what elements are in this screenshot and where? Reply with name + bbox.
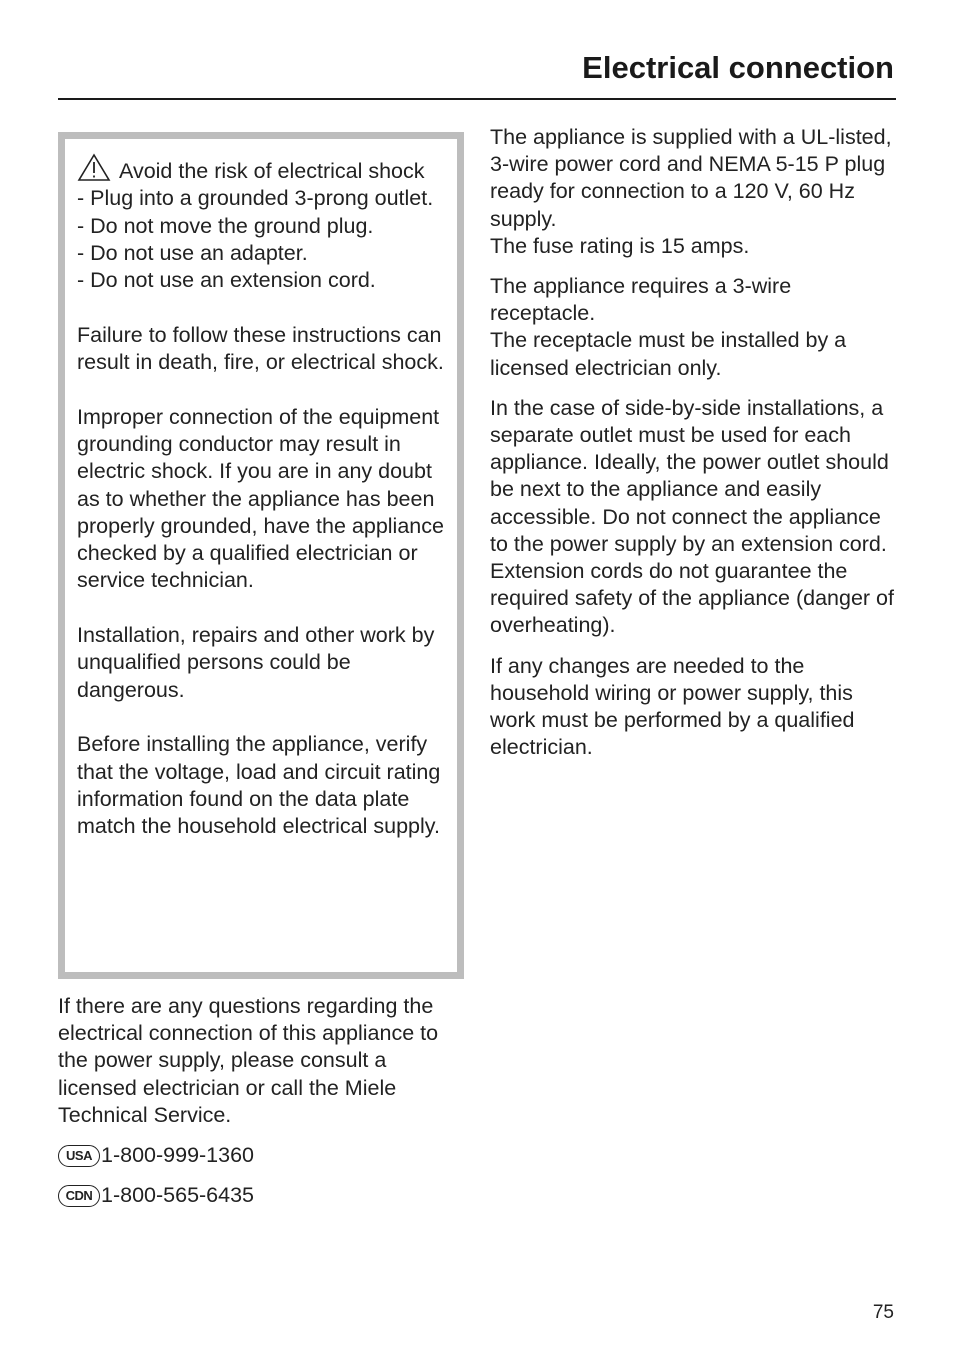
warning-paragraph: Improper connection of the equipment grounding conductor may result in electric shock. If you are in any doubt as to whether the appliance has been properly grounded, have the appliance checked by a qualified electrician or service technician. [77,404,444,593]
supply-paragraph: The appliance is supplied with a UL-listed, 3-wire power cord and NEMA 5-15 P plug ready for connection to a 120 V, 60 Hz supply. [490,125,892,231]
warning-box [58,132,464,979]
warning-paragraph: Failure to follow these instructions can result in death, fire, or electrical shock. [77,322,444,375]
warning-paragraph: Installation, repairs and other work by unqualified persons could be dangerous. [77,623,435,702]
warning-bullet: - Plug into a grounded 3-prong outlet. [77,186,434,211]
warning-heading-line [77,153,457,185]
right-column [490,124,900,774]
phone-cdn [58,1182,468,1209]
contact-paragraph: If there are any questions regarding the electrical connection of this appliance to the power supply, please consult a licensed electrician or call the Miele Technical Service. [58,994,439,1127]
side-by-side-paragraph: In the case of side-by-side installations, a separate outlet must be used for each appliance. Ideally, the power outlet should be next to the appliance and easily accessible. Do not connect the appliance to the power supply by an extension cord. Extension cords do not guarantee the required safety of the appliance (danger of overheating). [490,395,894,638]
cdn-badge-icon: CDN [58,1185,100,1207]
title-divider [58,98,896,100]
receptacle-install-paragraph: The receptacle must be installed by a licensed electrician only. [490,328,847,380]
fuse-rating: The fuse rating is 15 amps. [490,233,750,258]
warning-text [77,153,457,840]
page-number: 75 [872,1302,894,1323]
page-title: Electrical connection [582,50,894,85]
warning-bullet: - Do not use an extension cord. [77,268,376,293]
usa-badge-icon: USA [58,1145,100,1167]
phone-usa [58,1142,468,1169]
receptacle-paragraph: The appliance requires a 3-wire receptacle. [490,274,792,326]
phone-number: 1-800-565-6435 [101,1183,255,1208]
warning-paragraph: Before installing the appliance, verify that the voltage, load and circuit rating information found on the data plate match the household electrical supply. [77,732,441,839]
wiring-changes-paragraph: If any changes are needed to the household wiring or power supply, this work must be performed by a qualified electrician. [490,653,855,760]
warning-bullet: - Do not move the ground plug. [77,213,374,238]
warning-triangle-icon [77,153,111,181]
phone-number: 1-800-999-1360 [101,1143,255,1168]
left-column [58,993,468,1222]
warning-bullet: - Do not use an adapter. [77,240,308,265]
warning-heading: Avoid the risk of electrical shock [119,159,425,183]
